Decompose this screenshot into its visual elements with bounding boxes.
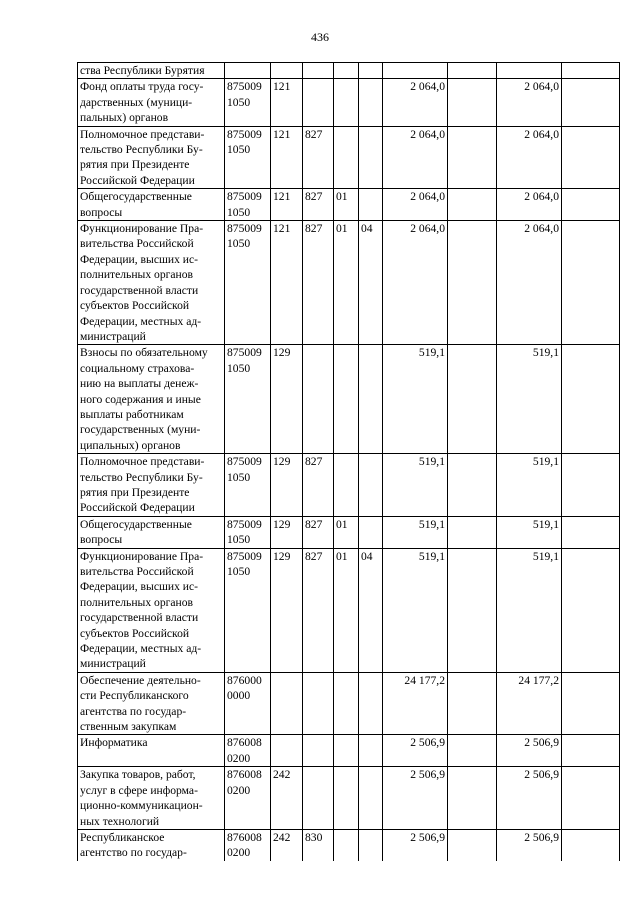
table-row: [78, 126, 620, 189]
page-number: 436: [311, 30, 329, 44]
subsection-cell: [359, 79, 383, 126]
expense-type-cell: 129: [271, 345, 303, 454]
expense-type-cell: 129: [271, 548, 303, 672]
subsection-cell: [359, 735, 383, 767]
empty-cell: [448, 829, 497, 860]
expense-type-cell: 242: [271, 767, 303, 830]
target-code-cell: 876008 0200: [225, 735, 271, 767]
amount-cell: 519,1: [383, 516, 448, 548]
department-cell: 827: [303, 516, 334, 548]
subsection-cell: 04: [359, 548, 383, 672]
section-cell: [334, 767, 359, 830]
amount-total-cell: 2 506,9: [497, 735, 562, 767]
subsection-cell: [359, 126, 383, 189]
amount-cell: 2 064,0: [383, 126, 448, 189]
empty-cell: [562, 829, 620, 860]
empty-cell: [448, 454, 497, 517]
department-cell: [303, 63, 334, 79]
row-name-cell: Закупка товаров, работ, услуг в сфере информа- ционно-коммуникацион- ных технологий: [78, 767, 225, 830]
row-name-cell: Республиканское агентство по государ-: [78, 829, 225, 860]
section-cell: 01: [334, 189, 359, 221]
table-row: [78, 672, 620, 735]
empty-cell: [562, 516, 620, 548]
amount-total-cell: 2 064,0: [497, 221, 562, 345]
target-code-cell: 875009 1050: [225, 79, 271, 126]
section-cell: [334, 735, 359, 767]
subsection-cell: [359, 63, 383, 79]
table-body: [78, 63, 620, 861]
empty-cell: [562, 345, 620, 454]
amount-total-cell: 2 506,9: [497, 829, 562, 860]
amount-cell: 519,1: [383, 548, 448, 672]
empty-cell: [448, 516, 497, 548]
table-row: [78, 345, 620, 454]
section-cell: 01: [334, 516, 359, 548]
empty-cell: [562, 126, 620, 189]
empty-cell: [562, 189, 620, 221]
empty-cell: [562, 221, 620, 345]
target-code-cell: 875009 1050: [225, 516, 271, 548]
amount-total-cell: 519,1: [497, 516, 562, 548]
empty-cell: [562, 79, 620, 126]
row-name-cell: ства Республики Бурятия: [78, 63, 225, 79]
section-cell: [334, 829, 359, 860]
section-cell: [334, 345, 359, 454]
row-name-cell: Фонд оплаты труда госу- дарственных (муници- пальных) органов: [78, 79, 225, 126]
amount-cell: 2 064,0: [383, 189, 448, 221]
amount-total-cell: 519,1: [497, 454, 562, 517]
table-row: [78, 454, 620, 517]
amount-cell: 519,1: [383, 345, 448, 454]
table-row: [78, 548, 620, 672]
empty-cell: [448, 79, 497, 126]
amount-total-cell: 2 506,9: [497, 767, 562, 830]
department-cell: 827: [303, 189, 334, 221]
empty-cell: [448, 767, 497, 830]
row-name-cell: Полномочное представи- тельство Республики Бу- рятия при Президенте Российской Федерации: [78, 126, 225, 189]
row-name-cell: Функционирование Пра- вительства Российской Федерации, высших ис- полнительных органов государственной власти субъектов Российской Федерации, местных ад- министраций: [78, 221, 225, 345]
expense-type-cell: 129: [271, 516, 303, 548]
expense-type-cell: 121: [271, 221, 303, 345]
table-row: [78, 189, 620, 221]
department-cell: 830: [303, 829, 334, 860]
empty-cell: [562, 672, 620, 735]
target-code-cell: 875009 1050: [225, 126, 271, 189]
target-code-cell: [225, 63, 271, 79]
department-cell: 827: [303, 221, 334, 345]
department-cell: 827: [303, 454, 334, 517]
row-name-cell: Информатика: [78, 735, 225, 767]
subsection-cell: 04: [359, 221, 383, 345]
amount-cell: [383, 63, 448, 79]
expense-type-cell: 242: [271, 829, 303, 860]
empty-cell: [448, 548, 497, 672]
amount-cell: 519,1: [383, 454, 448, 517]
row-name-cell: Полномочное представи- тельство Республики Бу- рятия при Президенте Российской Федерации: [78, 454, 225, 517]
amount-cell: 2 506,9: [383, 829, 448, 860]
amount-cell: 2 064,0: [383, 79, 448, 126]
subsection-cell: [359, 516, 383, 548]
amount-total-cell: 2 064,0: [497, 126, 562, 189]
subsection-cell: [359, 454, 383, 517]
expense-type-cell: 121: [271, 79, 303, 126]
section-cell: [334, 63, 359, 79]
subsection-cell: [359, 829, 383, 860]
amount-total-cell: 2 064,0: [497, 79, 562, 126]
expense-type-cell: [271, 735, 303, 767]
empty-cell: [562, 548, 620, 672]
amount-cell: 2 506,9: [383, 767, 448, 830]
amount-total-cell: 519,1: [497, 548, 562, 672]
empty-cell: [448, 221, 497, 345]
table-row: [78, 735, 620, 767]
department-cell: [303, 672, 334, 735]
row-name-cell: Взносы по обязательному социальному страхова- нию на выплаты денеж- ного содержания и иные выплаты работникам государственных (муни- ципальных) органов: [78, 345, 225, 454]
expense-type-cell: 121: [271, 189, 303, 221]
department-cell: [303, 79, 334, 126]
department-cell: [303, 345, 334, 454]
empty-cell: [562, 454, 620, 517]
expense-type-cell: 129: [271, 454, 303, 517]
target-code-cell: 875009 1050: [225, 189, 271, 221]
department-cell: [303, 735, 334, 767]
expense-type-cell: [271, 672, 303, 735]
expense-type-cell: 121: [271, 126, 303, 189]
department-cell: 827: [303, 126, 334, 189]
empty-cell: [448, 345, 497, 454]
amount-total-cell: 24 177,2: [497, 672, 562, 735]
empty-cell: [562, 735, 620, 767]
row-name-cell: Обеспечение деятельно- сти Республиканского агентства по государ- ственным закупкам: [78, 672, 225, 735]
amount-total-cell: 519,1: [497, 345, 562, 454]
table-row: [78, 221, 620, 345]
target-code-cell: 875009 1050: [225, 454, 271, 517]
subsection-cell: [359, 189, 383, 221]
section-cell: [334, 454, 359, 517]
row-name-cell: Общегосударственные вопросы: [78, 189, 225, 221]
empty-cell: [562, 63, 620, 79]
table-row: [78, 516, 620, 548]
row-name-cell: Общегосударственные вопросы: [78, 516, 225, 548]
table-row: [78, 829, 620, 860]
amount-cell: 2 064,0: [383, 221, 448, 345]
empty-cell: [448, 189, 497, 221]
target-code-cell: 876008 0200: [225, 829, 271, 860]
empty-cell: [448, 672, 497, 735]
empty-cell: [448, 126, 497, 189]
table-row: [78, 767, 620, 830]
target-code-cell: 876000 0000: [225, 672, 271, 735]
department-cell: 827: [303, 548, 334, 672]
target-code-cell: 875009 1050: [225, 345, 271, 454]
target-code-cell: 875009 1050: [225, 548, 271, 672]
empty-cell: [448, 735, 497, 767]
table-row: [78, 79, 620, 126]
section-cell: 01: [334, 548, 359, 672]
department-cell: [303, 767, 334, 830]
amount-cell: 2 506,9: [383, 735, 448, 767]
target-code-cell: 876008 0200: [225, 767, 271, 830]
section-cell: [334, 79, 359, 126]
section-cell: 01: [334, 221, 359, 345]
amount-cell: 24 177,2: [383, 672, 448, 735]
subsection-cell: [359, 672, 383, 735]
row-name-cell: Функционирование Пра- вительства Российской Федерации, высших ис- полнительных органов государственной власти субъектов Российской Федерации, местных ад- министраций: [78, 548, 225, 672]
amount-total-cell: 2 064,0: [497, 189, 562, 221]
empty-cell: [448, 63, 497, 79]
section-cell: [334, 672, 359, 735]
subsection-cell: [359, 767, 383, 830]
empty-cell: [562, 767, 620, 830]
target-code-cell: 875009 1050: [225, 221, 271, 345]
table-row: [78, 63, 620, 79]
expense-type-cell: [271, 63, 303, 79]
amount-total-cell: [497, 63, 562, 79]
subsection-cell: [359, 345, 383, 454]
budget-table: [77, 62, 620, 861]
section-cell: [334, 126, 359, 189]
